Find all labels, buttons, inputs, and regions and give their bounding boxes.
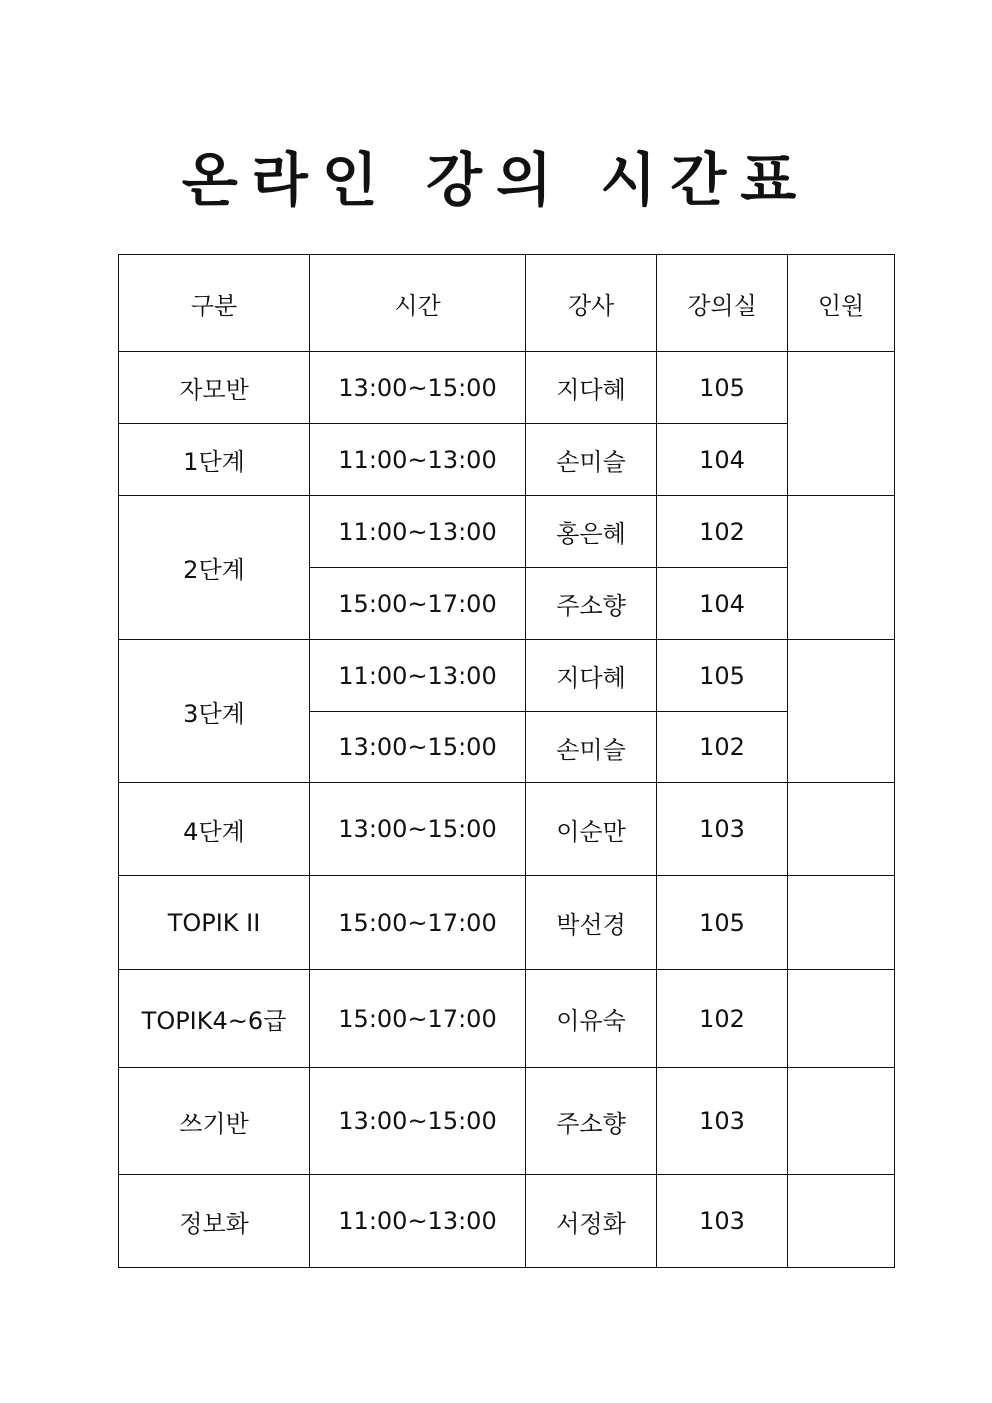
cell-category: TOPIK4~6급 bbox=[119, 970, 310, 1068]
cell-time: 11:00~13:00 bbox=[310, 1175, 526, 1268]
cell-time: 15:00~17:00 bbox=[310, 568, 526, 640]
cell-category: 쓰기반 bbox=[119, 1068, 310, 1175]
cell-classroom: 103 bbox=[657, 783, 788, 876]
cell-time: 15:00~17:00 bbox=[310, 970, 526, 1068]
cell-instructor: 이유숙 bbox=[526, 970, 657, 1068]
header-count: 인원 bbox=[788, 255, 895, 352]
cell-time: 13:00~15:00 bbox=[310, 712, 526, 783]
table-header-row bbox=[119, 255, 895, 352]
table-row bbox=[119, 970, 895, 1068]
cell-time: 13:00~15:00 bbox=[310, 352, 526, 424]
cell-time: 13:00~15:00 bbox=[310, 1068, 526, 1175]
cell-time: 11:00~13:00 bbox=[310, 424, 526, 496]
cell-classroom: 104 bbox=[657, 424, 788, 496]
cell-category: 자모반 bbox=[119, 352, 310, 424]
cell-count bbox=[788, 1175, 895, 1268]
cell-instructor: 이순만 bbox=[526, 783, 657, 876]
cell-instructor: 주소향 bbox=[526, 568, 657, 640]
header-instructor: 강사 bbox=[526, 255, 657, 352]
cell-category: 2단계 bbox=[119, 496, 310, 640]
table-row bbox=[119, 783, 895, 876]
cell-category: 3단계 bbox=[119, 640, 310, 783]
cell-count bbox=[788, 783, 895, 876]
cell-instructor: 주소향 bbox=[526, 1068, 657, 1175]
cell-instructor: 손미슬 bbox=[526, 712, 657, 783]
cell-instructor: 지다혜 bbox=[526, 352, 657, 424]
cell-classroom: 105 bbox=[657, 640, 788, 712]
cell-classroom: 102 bbox=[657, 970, 788, 1068]
cell-count bbox=[788, 352, 895, 496]
cell-category: 4단계 bbox=[119, 783, 310, 876]
header-classroom: 강의실 bbox=[657, 255, 788, 352]
table-row bbox=[119, 1068, 895, 1175]
header-category: 구분 bbox=[119, 255, 310, 352]
cell-classroom: 105 bbox=[657, 352, 788, 424]
cell-classroom: 103 bbox=[657, 1068, 788, 1175]
schedule-table bbox=[118, 254, 895, 1268]
table-row bbox=[119, 496, 895, 568]
cell-instructor: 손미슬 bbox=[526, 424, 657, 496]
cell-category: 1단계 bbox=[119, 424, 310, 496]
cell-instructor: 박선경 bbox=[526, 876, 657, 970]
cell-instructor: 서정화 bbox=[526, 1175, 657, 1268]
cell-count bbox=[788, 1068, 895, 1175]
cell-classroom: 102 bbox=[657, 712, 788, 783]
header-time: 시간 bbox=[310, 255, 526, 352]
cell-classroom: 102 bbox=[657, 496, 788, 568]
page-title: 온라인 강의 시간표 bbox=[181, 146, 811, 214]
cell-count bbox=[788, 970, 895, 1068]
table-row bbox=[119, 640, 895, 712]
cell-instructor: 지다혜 bbox=[526, 640, 657, 712]
cell-classroom: 104 bbox=[657, 568, 788, 640]
cell-count bbox=[788, 640, 895, 783]
cell-count bbox=[788, 496, 895, 640]
cell-time: 13:00~15:00 bbox=[310, 783, 526, 876]
table-row bbox=[119, 352, 895, 424]
table-row bbox=[119, 1175, 895, 1268]
cell-classroom: 105 bbox=[657, 876, 788, 970]
cell-time: 15:00~17:00 bbox=[310, 876, 526, 970]
cell-category: 정보화 bbox=[119, 1175, 310, 1268]
cell-instructor: 홍은혜 bbox=[526, 496, 657, 568]
cell-count bbox=[788, 876, 895, 970]
cell-time: 11:00~13:00 bbox=[310, 640, 526, 712]
table-row bbox=[119, 424, 895, 496]
table-row bbox=[119, 876, 895, 970]
cell-category: TOPIK II bbox=[119, 876, 310, 970]
cell-classroom: 103 bbox=[657, 1175, 788, 1268]
cell-time: 11:00~13:00 bbox=[310, 496, 526, 568]
